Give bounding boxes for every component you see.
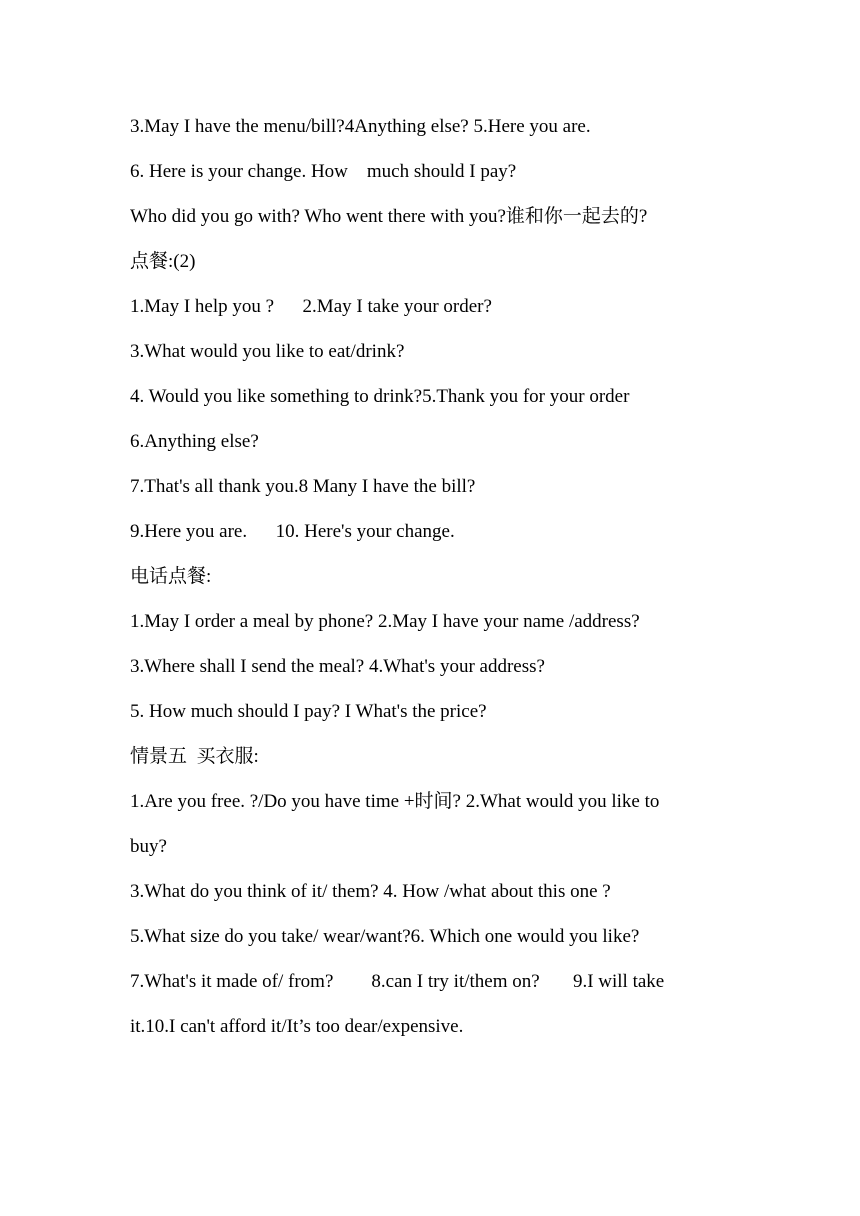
document-body <box>130 112 710 1057</box>
text-line: 6.Anything else? <box>130 431 259 452</box>
text-line: buy? <box>130 836 167 857</box>
text-line: 5.What size do you take/ wear/want?6. Which one would you like? <box>130 926 640 947</box>
text-line: 3.What do you think of it/ them? 4. How /what about this one ? <box>130 881 611 902</box>
text-line: 6. Here is your change. How much should I pay? <box>130 161 517 182</box>
text-line: 5. How much should I pay? I What's the price? <box>130 701 487 722</box>
section-heading: 点餐:(2) <box>130 251 196 272</box>
text-line: it.10.I can't afford it/It’s too dear/expensive. <box>130 1016 464 1037</box>
text-line: Who did you go with? Who went there with you?谁和你一起去的? <box>130 206 648 227</box>
text-line: 1.May I help you ? 2.May I take your order? <box>130 296 492 317</box>
text-line: 7.That's all thank you.8 Many I have the bill? <box>130 476 476 497</box>
text-line: 1.Are you free. ?/Do you have time +时间? 2.What would you like to <box>130 791 660 812</box>
section-heading: 情景五 买衣服: <box>130 746 259 767</box>
text-line: 3.What would you like to eat/drink? <box>130 341 405 362</box>
text-line: 3.May I have the menu/bill?4Anything else? 5.Here you are. <box>130 116 591 137</box>
text-line: 3.Where shall I send the meal? 4.What's your address? <box>130 656 545 677</box>
text-line: 1.May I order a meal by phone? 2.May I have your name /address? <box>130 611 640 632</box>
text-line: 9.Here you are. 10. Here's your change. <box>130 521 455 542</box>
text-line: 7.What's it made of/ from? 8.can I try it/them on? 9.I will take <box>130 971 665 992</box>
section-heading: 电话点餐: <box>130 566 212 587</box>
text-line: 4. Would you like something to drink?5.Thank you for your order <box>130 386 630 407</box>
